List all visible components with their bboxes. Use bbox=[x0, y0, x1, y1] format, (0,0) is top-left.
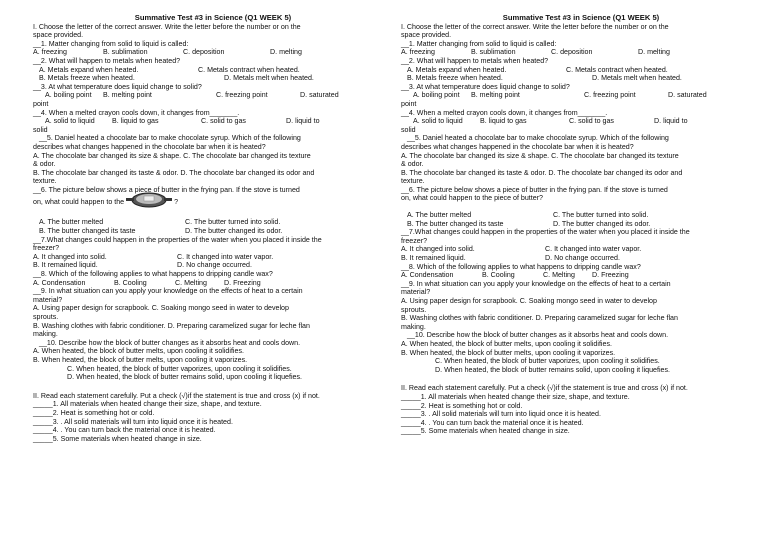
option-a: A. freezing bbox=[33, 48, 67, 57]
option-b: B. sublimation bbox=[103, 48, 148, 57]
option-a: A. Condensation bbox=[401, 271, 454, 280]
option-c: C. solid to gas bbox=[201, 117, 246, 126]
question-9-options-ac: A. Using paper design for scrapbook. C. Soaking mongo seed in water to develop bbox=[401, 297, 657, 305]
question-9: __9. In what situation can you apply your knowledge on the effects of heat to a certain bbox=[401, 279, 671, 288]
option-a: A. It changed into solid. bbox=[33, 252, 107, 261]
option-b: B. Cooling bbox=[482, 271, 515, 280]
question-10-option-a: A. When heated, the block of butter melts, upon cooling it solidifies. bbox=[401, 339, 612, 348]
option-a: A. The butter melted bbox=[39, 218, 104, 227]
option-d: D. saturated bbox=[668, 91, 707, 100]
option-b: B. Metals freeze when heated. bbox=[39, 74, 135, 83]
page-title: Summative Test #3 in Science (Q1 WEEK 5) bbox=[134, 13, 292, 22]
question-5-cont: describes what changes happened in the chocolate bar when it is heated? bbox=[401, 142, 634, 151]
option-c: C. Metals contract when heated. bbox=[198, 65, 300, 74]
part-ii-instructions: II. Read each statement carefully. Put a check (√)if the statement is true and cross (x) if not. bbox=[401, 384, 688, 393]
tf-statement-3: _____3. . All solid materials will turn into liquid once it is heated. bbox=[401, 410, 601, 419]
question-10-option-a: A. When heated, the block of butter melts, upon cooling it solidifies. bbox=[33, 347, 244, 356]
option-c: C. Metals contract when heated. bbox=[566, 65, 668, 74]
option-b: B. Cooling bbox=[114, 278, 147, 287]
question-9-options-bd-wrap: making. bbox=[401, 322, 426, 331]
question-1-options bbox=[401, 48, 761, 57]
option-c: C. deposition bbox=[183, 48, 225, 57]
option-c: C. Melting bbox=[543, 271, 575, 280]
question-3-option-wrap: point bbox=[33, 99, 49, 108]
question-4: __4. When a melted crayon cools down, it changes from_______. bbox=[401, 108, 608, 117]
option-c: C. deposition bbox=[551, 48, 593, 57]
question-5-options-ac: A. The chocolate bar changed its size & shape. C. The chocolate bar changed its texture bbox=[33, 151, 311, 160]
option-b: B. The butter changed its taste bbox=[39, 227, 136, 236]
option-d: D. liquid to bbox=[654, 117, 688, 126]
question-2-options-row2 bbox=[33, 74, 393, 83]
tf-statement-2: _____2. Heat is something hot or cold. bbox=[33, 408, 155, 417]
question-5-options-bd-wrap: texture. bbox=[401, 177, 425, 186]
question-5-cont: describes what changes happened in the chocolate bar when it is heated? bbox=[33, 142, 266, 151]
tf-statement-5: _____5. Some materials when heated change in size. bbox=[33, 434, 202, 443]
question-10: __10. Describe how the block of butter changes as it absorbs heat and cools down. bbox=[407, 331, 669, 340]
option-b: B. It remained liquid. bbox=[33, 261, 98, 270]
question-10-option-d: D. When heated, the block of butter remains solid, upon cooling it liquefies. bbox=[67, 373, 303, 382]
option-a: A. Metals expand when heated. bbox=[39, 65, 139, 74]
question-9: __9. In what situation can you apply your knowledge on the effects of heat to a certain bbox=[33, 287, 303, 296]
question-7: __7.What changes could happen in the properties of the water when you placed it inside the bbox=[401, 228, 690, 237]
option-d: D. No change occurred. bbox=[177, 261, 252, 270]
option-c: C. It changed into water vapor. bbox=[177, 252, 274, 261]
question-10-option-c: C. When heated, the block of butter vaporizes, upon cooling it solidifies. bbox=[67, 364, 292, 373]
question-7-cont: freezer? bbox=[33, 244, 60, 253]
instructions: I. Choose the letter of the correct answer. Write the letter before the number or on the bbox=[401, 22, 669, 31]
option-a: A. Condensation bbox=[33, 278, 86, 287]
question-7-options-row2 bbox=[33, 261, 393, 270]
question-5-options-ac-wrap: & odor. bbox=[33, 160, 56, 169]
question-5: __5. Daniel heated a chocolate bar to make chocolate syrup. Which of the following bbox=[39, 134, 301, 143]
tf-statement-5: _____5. Some materials when heated change in size. bbox=[401, 427, 570, 436]
option-c: C. The butter turned into solid. bbox=[553, 211, 649, 220]
option-d: D. liquid to bbox=[286, 117, 320, 126]
question-9-options-ac-wrap: sprouts. bbox=[33, 313, 59, 321]
question-6-options-row1 bbox=[33, 218, 393, 227]
question-3-options bbox=[33, 91, 393, 100]
question-6-cont: on, what could happen to the piece of butter? bbox=[401, 194, 543, 203]
question-9-options-ac-wrap: sprouts. bbox=[401, 305, 427, 314]
question-9-options-ac: A. Using paper design for scrapbook. C. Soaking mongo seed in water to develop bbox=[33, 304, 289, 313]
question-6-cont: on, what could happen to the ? bbox=[33, 194, 393, 210]
question-8-options bbox=[33, 279, 393, 288]
option-b: B. sublimation bbox=[471, 48, 516, 57]
option-b: B. liquid to gas bbox=[112, 117, 159, 126]
question-9-options-bd: B. Washing clothes with fabric conditioner. D. Preparing caramelized sugar for leche flan bbox=[401, 314, 678, 323]
question-9-options-bd: B. Washing clothes with fabric conditioner. D. Preparing caramelized sugar for leche flan bbox=[33, 321, 310, 330]
question-2-options-row1 bbox=[401, 66, 761, 75]
option-b: B. The butter changed its taste bbox=[407, 219, 504, 228]
option-b: B. It remained liquid. bbox=[401, 254, 466, 263]
option-c: C. freezing point bbox=[216, 91, 268, 100]
question-5-options-ac-wrap: & odor. bbox=[401, 160, 424, 169]
question-9-options-bd-wrap: making. bbox=[33, 330, 58, 339]
question-10: __10. Describe how the block of butter changes as it absorbs heat and cools down. bbox=[39, 338, 301, 347]
question-5-options-ac: A. The chocolate bar changed its size & shape. C. The chocolate bar changed its texture bbox=[401, 151, 679, 160]
question-2-options-row1 bbox=[33, 66, 393, 75]
question-10-option-b: B. When heated, the block of butter melts, upon cooling it vaporizes. bbox=[401, 348, 616, 357]
question-8-options bbox=[401, 271, 761, 280]
question-5-options-bd-wrap: texture. bbox=[33, 177, 57, 186]
question-6: __6. The picture below shows a piece of butter in the frying pan. If the stove is turned bbox=[401, 185, 668, 194]
question-2-options-row2 bbox=[401, 74, 761, 83]
question-3-option-wrap: point bbox=[401, 99, 417, 108]
option-c: C. It changed into water vapor. bbox=[545, 245, 642, 254]
frying-pan-butter-picture bbox=[126, 188, 172, 210]
option-b: B. melting point bbox=[471, 91, 520, 100]
question-1: __1. Matter changing from solid to liquid is called: bbox=[401, 39, 557, 48]
option-d: D. The butter changed its odor. bbox=[553, 219, 651, 228]
question-7-options-row1 bbox=[401, 245, 761, 254]
question-4-option-wrap: solid bbox=[401, 125, 416, 134]
test-sheet-right bbox=[401, 14, 761, 436]
instructions-cont: space provided. bbox=[401, 31, 452, 40]
test-sheet-left bbox=[33, 14, 393, 443]
question-5-options-bd: B. The chocolate bar changed its taste & odor. D. The chocolate bar changed its odor and bbox=[33, 168, 315, 177]
option-a: A. Metals expand when heated. bbox=[407, 65, 507, 74]
question-2: __2. What will happen to metals when heated? bbox=[401, 56, 549, 65]
option-d: D. melting bbox=[270, 48, 302, 57]
question-3-options bbox=[401, 91, 761, 100]
tf-statement-3: _____3. . All solid materials will turn into liquid once it is heated. bbox=[33, 417, 233, 426]
option-b: B. melting point bbox=[103, 91, 152, 100]
question-6-options-row1 bbox=[401, 211, 761, 220]
option-d: D. Metals melt when heated. bbox=[592, 74, 682, 83]
question-8: __8. Which of the following applies to what happens to dripping candle wax? bbox=[401, 262, 641, 271]
tf-statement-4: _____4. . You can turn back the material once it is heated. bbox=[33, 426, 216, 435]
instructions-cont: space provided. bbox=[33, 31, 84, 40]
option-d: D. No change occurred. bbox=[545, 254, 620, 263]
question-10-option-d: D. When heated, the block of butter remains solid, upon cooling it liquefies. bbox=[435, 365, 671, 374]
question-3: __3. At what temperature does liquid change to solid? bbox=[401, 82, 570, 91]
option-b: B. Metals freeze when heated. bbox=[407, 74, 503, 83]
option-a: A. The butter melted bbox=[407, 211, 472, 220]
option-d: D. Metals melt when heated. bbox=[224, 74, 314, 83]
question-5-options-bd: B. The chocolate bar changed its taste & odor. D. The chocolate bar changed its odor and bbox=[401, 168, 683, 177]
question-6-options-row2 bbox=[33, 227, 393, 236]
option-c: C. The butter turned into solid. bbox=[185, 218, 281, 227]
option-d: D. Freezing bbox=[224, 278, 261, 287]
option-b: B. liquid to gas bbox=[480, 117, 527, 126]
instructions: I. Choose the letter of the correct answer. Write the letter before the number or on the bbox=[33, 22, 301, 31]
option-a: A. freezing bbox=[401, 48, 435, 57]
option-c: C. Melting bbox=[175, 278, 207, 287]
question-10-option-c: C. When heated, the block of butter vaporizes, upon cooling it solidifies. bbox=[435, 357, 660, 366]
question-1-options bbox=[33, 48, 393, 57]
option-d: D. melting bbox=[638, 48, 670, 57]
question-9-cont: material? bbox=[33, 295, 63, 304]
question-10-option-b: B. When heated, the block of butter melts, upon cooling it vaporizes. bbox=[33, 355, 248, 364]
question-2: __2. What will happen to metals when heated? bbox=[33, 56, 181, 65]
question-5: __5. Daniel heated a chocolate bar to make chocolate syrup. Which of the following bbox=[407, 134, 669, 143]
part-ii-instructions: II. Read each statement carefully. Put a check (√)if the statement is true and cross (x) if not. bbox=[33, 391, 320, 400]
option-a: A. solid to liquid bbox=[45, 117, 95, 126]
tf-statement-4: _____4. . You can turn back the material once it is heated. bbox=[401, 418, 584, 427]
question-4-options bbox=[33, 117, 393, 126]
option-a: A. It changed into solid. bbox=[401, 245, 475, 254]
question-7-options-row2 bbox=[401, 254, 761, 263]
question-1: __1. Matter changing from solid to liquid is called: bbox=[33, 39, 189, 48]
question-6-options-row2 bbox=[401, 220, 761, 229]
option-c: C. solid to gas bbox=[569, 117, 614, 126]
question-4-option-wrap: solid bbox=[33, 125, 48, 134]
question-7: __7.What changes could happen in the properties of the water when you placed it inside the bbox=[33, 235, 322, 244]
tf-statement-1: _____1. All materials when heated change their size, shape, and texture. bbox=[33, 400, 262, 409]
option-a: A. boiling point bbox=[413, 91, 460, 100]
option-d: D. The butter changed its odor. bbox=[185, 227, 283, 236]
tf-statement-2: _____2. Heat is something hot or cold. bbox=[401, 401, 523, 410]
question-9-cont: material? bbox=[401, 288, 431, 297]
page-title: Summative Test #3 in Science (Q1 WEEK 5) bbox=[502, 13, 660, 22]
question-4-options bbox=[401, 117, 761, 126]
tf-statement-1: _____1. All materials when heated change their size, shape, and texture. bbox=[401, 392, 630, 401]
question-3: __3. At what temperature does liquid change to solid? bbox=[33, 82, 202, 91]
question-7-cont: freezer? bbox=[401, 236, 428, 245]
option-d: D. Freezing bbox=[592, 271, 629, 280]
option-a: A. boiling point bbox=[45, 91, 92, 100]
question-7-options-row1 bbox=[33, 253, 393, 262]
question-8: __8. Which of the following applies to what happens to dripping candle wax? bbox=[33, 270, 273, 279]
option-d: D. saturated bbox=[300, 91, 339, 100]
option-a: A. solid to liquid bbox=[413, 117, 463, 126]
question-4: __4. When a melted crayon cools down, it changes from_______. bbox=[33, 108, 240, 117]
option-c: C. freezing point bbox=[584, 91, 636, 100]
question-6: __6. The picture below shows a piece of butter in the frying pan. If the stove is turned bbox=[33, 185, 300, 194]
